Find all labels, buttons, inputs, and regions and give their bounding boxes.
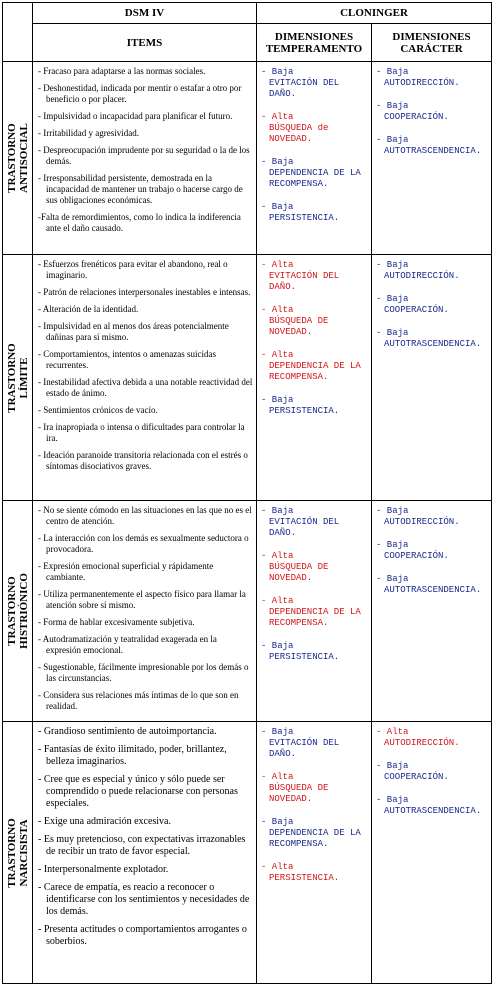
dimension-entry: [376, 328, 489, 350]
criterion-item: - Ideación paranoide transitoria relacionada con el estrés o síntomas disociativos graves.: [38, 450, 248, 471]
criterion-item: - Exige una admiración excesiva.: [38, 816, 171, 827]
dimension-entry: [261, 157, 369, 190]
dimension-level: - Alta: [261, 862, 294, 872]
dimension-name: EVITACIÓN DEL DAÑO.: [269, 738, 340, 759]
temperament-cell: [257, 501, 372, 722]
temperament-cell: [257, 62, 372, 255]
disorder-label-cell: [3, 255, 33, 501]
dimension-entry: [261, 202, 369, 224]
disorder-row: [3, 255, 492, 501]
criterion-item: - Irritabilidad y agresividad.: [38, 128, 139, 138]
disorder-label-cell: [3, 62, 33, 255]
dimension-entry: [376, 101, 489, 123]
dimension-entry: [261, 67, 369, 100]
dimension-level: - Alta: [261, 772, 294, 782]
dimension-entry: [376, 506, 489, 528]
dimension-entry: [376, 727, 489, 749]
dimension-name: AUTODIRECCIÓN.: [384, 78, 460, 88]
disorder-row: [3, 722, 492, 984]
criteria-list: [33, 501, 256, 720]
disorder-label-line2: LÍMITE: [17, 357, 30, 398]
dimension-name: DEPENDENCIA DE LA RECOMPENSA.: [269, 828, 361, 849]
disorder-label-cell: [3, 501, 33, 722]
dsm-items-cell: [33, 501, 257, 722]
dsm-items-cell: [33, 722, 257, 984]
dimension-name: AUTOTRASCENDENCIA.: [384, 585, 482, 595]
dimension-name: AUTOTRASCENDENCIA.: [384, 339, 482, 349]
items-header: ITEMS: [33, 24, 257, 62]
dimension-level: - Baja: [376, 574, 409, 584]
criterion-item: - Sugestionable, fácilmente impresionable por los demás o las circunstancias.: [38, 662, 249, 683]
criterion-item: - Cree que es especial y único y sólo puede ser comprendido o puede relacionarse con personas especiales.: [38, 774, 238, 809]
dimension-name: PERSISTENCIA.: [269, 652, 340, 662]
dimension-level: - Alta: [261, 305, 294, 315]
cloninger-header: CLONINGER: [257, 3, 492, 24]
character-cell: [372, 722, 492, 984]
criterion-item: - Despreocupación imprudente por su seguridad o la de los demás.: [38, 145, 250, 166]
dimension-entry: [261, 305, 369, 338]
disorder-label-cell: [3, 722, 33, 984]
dimension-level: - Baja: [261, 727, 294, 737]
dimension-entry: [261, 112, 369, 145]
criterion-item: - Patrón de relaciones interpersonales inestables e intensas.: [38, 287, 251, 297]
dimension-name: BÚSQUEDA DE NOVEDAD.: [269, 783, 329, 804]
dimension-level: - Baja: [261, 395, 294, 405]
character-cell: [372, 62, 492, 255]
criteria-list: [33, 722, 256, 956]
dimension-level: - Alta: [376, 727, 409, 737]
dimension-name: COOPERACIÓN.: [384, 772, 449, 782]
dimension-level: - Baja: [376, 67, 409, 77]
criterion-item: -Falta de remordimientos, como lo indica la indiferencia ante el daño causado.: [38, 212, 241, 233]
dimension-level: - Baja: [376, 506, 409, 516]
dimension-entry: [261, 395, 369, 417]
dimension-entry: [261, 772, 369, 805]
dimension-name: EVITACIÓN DEL DAÑO.: [269, 517, 340, 538]
disorder-label-line1: TRASTORNO: [5, 817, 18, 888]
dimension-entry: [376, 294, 489, 316]
criterion-item: - Utiliza permanentemente el aspecto físico para llamar la atención sobre sí mismo.: [38, 589, 246, 610]
dimension-name: DEPENDENCIA DE LA RECOMPENSA.: [269, 361, 361, 382]
dimension-level: - Alta: [261, 112, 294, 122]
dimension-level: - Baja: [376, 294, 409, 304]
dimension-level: - Baja: [261, 67, 294, 77]
criterion-item: - Presenta actitudes o comportamientos arrogantes o soberbios.: [38, 924, 247, 947]
criterion-item: - Autodramatización y teatralidad exagerada en la expresión emocional.: [38, 634, 217, 655]
criterion-item: - Grandioso sentimiento de autoimportancia.: [38, 726, 217, 737]
dsm-items-cell: [33, 62, 257, 255]
criterion-item: - Expresión emocional superficial y rápidamente cambiante.: [38, 561, 214, 582]
dimension-entry: [376, 795, 489, 817]
dimension-name: EVITACIÓN DEL DAÑO.: [269, 78, 340, 99]
criterion-item: - Sentimientos crónicos de vacío.: [38, 405, 158, 415]
disorder-label: [6, 343, 30, 412]
criterion-item: - Inestabilidad afectiva debida a una notable reactividad del estado de ánimo.: [38, 377, 253, 398]
dimension-level: - Baja: [261, 817, 294, 827]
dimension-entry: [261, 350, 369, 383]
dimension-level: - Alta: [261, 551, 294, 561]
criterion-item: - Impulsividad o incapacidad para planificar el futuro.: [38, 111, 233, 121]
disorder-row: [3, 501, 492, 722]
dimension-entry: [376, 260, 489, 282]
criterion-item: - Ira inapropiada o intensa o dificultades para controlar la ira.: [38, 422, 245, 443]
dsm-cloninger-table: [2, 2, 492, 984]
dimension-level: - Baja: [261, 641, 294, 651]
criterion-item: - Comportamientos, intentos o amenazas suicidas recurrentes.: [38, 349, 216, 370]
criterion-item: - Considera sus relaciones más íntimas de lo que son en realidad.: [38, 690, 239, 711]
dimension-level: - Baja: [376, 135, 409, 145]
dimension-entry: [261, 817, 369, 850]
dimension-name: COOPERACIÓN.: [384, 112, 449, 122]
criteria-list: [33, 62, 256, 242]
disorder-label: [6, 818, 30, 887]
dimension-level: - Alta: [261, 350, 294, 360]
criterion-item: - Carece de empatía, es reacio a reconocer o identificarse con los sentimientos y necesidades de los demás.: [38, 882, 250, 917]
dimension-level: - Baja: [261, 506, 294, 516]
criterion-item: - Irresponsabilidad persistente, demostrada en la incapacidad de mantener un trabajo o hacerse cargo de sus obligaciones económicas.: [38, 173, 243, 205]
criterion-item: - Fracaso para adaptarse a las normas sociales.: [38, 66, 206, 76]
temperament-header: DIMENSIONES TEMPERAMENTO: [257, 24, 372, 62]
dimension-entry: [261, 260, 369, 293]
criterion-item: - Interpersonalmente explotador.: [38, 864, 169, 875]
dimension-name: AUTODIRECCIÓN.: [384, 271, 460, 281]
dimension-name: BÚSQUEDA DE NOVEDAD.: [269, 316, 329, 337]
dimension-level: - Baja: [376, 101, 409, 111]
dimension-name: BÚSQUEDA de NOVEDAD.: [269, 123, 329, 144]
dimension-entry: [261, 551, 369, 584]
temperament-cell: [257, 722, 372, 984]
criterion-item: - Es muy pretencioso, con expectativas irrazonables de recibir un trato de favor especial.: [38, 834, 246, 857]
dimension-name: PERSISTENCIA.: [269, 873, 340, 883]
character-cell: [372, 255, 492, 501]
disorder-label-line2: ANTISOCIAL: [17, 123, 30, 193]
criterion-item: - Fantasías de éxito ilimitado, poder, brillantez, belleza imaginarios.: [38, 744, 227, 767]
criterion-item: - Esfuerzos frenéticos para evitar el abandono, real o imaginario.: [38, 259, 228, 280]
disorder-label-line1: TRASTORNO: [5, 123, 18, 193]
dimension-name: EVITACIÓN DEL DAÑO.: [269, 271, 340, 292]
dimension-name: AUTOTRASCENDENCIA.: [384, 806, 482, 816]
dsm-header: DSM IV: [33, 3, 257, 24]
dimension-entry: [376, 540, 489, 562]
dimension-entry: [261, 506, 369, 539]
disorder-label-line2: NARCISISTA: [17, 818, 30, 887]
dimension-entry: [261, 596, 369, 629]
corner-cell: [3, 3, 33, 62]
dimension-name: BÚSQUEDA DE NOVEDAD.: [269, 562, 329, 583]
dimension-level: - Baja: [376, 328, 409, 338]
dimension-entry: [376, 135, 489, 157]
dimension-entry: [261, 862, 369, 884]
dimension-level: - Alta: [261, 596, 294, 606]
dimension-level: - Baja: [376, 795, 409, 805]
dimension-level: - Alta: [261, 260, 294, 270]
criterion-item: - Alteración de la identidad.: [38, 304, 139, 314]
dimension-name: AUTOTRASCENDENCIA.: [384, 146, 482, 156]
dimension-name: COOPERACIÓN.: [384, 305, 449, 315]
criterion-item: - Impulsividad en al menos dos áreas potencialmente dañinas para sí mismo.: [38, 321, 229, 342]
dimension-level: - Baja: [261, 157, 294, 167]
character-cell: [372, 501, 492, 722]
temperament-cell: [257, 255, 372, 501]
dimension-name: PERSISTENCIA.: [269, 213, 340, 223]
criterion-item: - Forma de hablar excesivamente subjetiva.: [38, 617, 195, 627]
dimension-name: DEPENDENCIA DE LA RECOMPENSA.: [269, 607, 361, 628]
criteria-list: [33, 255, 256, 480]
dimension-entry: [376, 574, 489, 596]
dimension-entry: [261, 641, 369, 663]
dimension-level: - Baja: [376, 761, 409, 771]
dimension-name: AUTODIRECCIÓN.: [384, 738, 460, 748]
dimension-level: - Baja: [376, 540, 409, 550]
disorder-label-line1: TRASTORNO: [5, 576, 18, 646]
dimension-entry: [376, 761, 489, 783]
disorder-label: [6, 573, 30, 649]
dsm-items-cell: [33, 255, 257, 501]
disorder-label-line1: TRASTORNO: [5, 342, 18, 413]
disorder-row: [3, 62, 492, 255]
criterion-item: - No se siente cómodo en las situaciones en las que no es el centro de atención.: [38, 505, 252, 526]
dimension-entry: [261, 727, 369, 760]
dimension-name: DEPENDENCIA DE LA RECOMPENSA.: [269, 168, 361, 189]
disorder-label-line2: HISTRIÓNICO: [17, 573, 30, 649]
criterion-item: - Deshonestidad, indicada por mentir o estafar a otro por beneficio o por placer.: [38, 83, 242, 104]
dimension-level: - Baja: [376, 260, 409, 270]
dimension-name: COOPERACIÓN.: [384, 551, 449, 561]
dimension-name: PERSISTENCIA.: [269, 406, 340, 416]
disorder-label: [6, 123, 30, 193]
dimension-level: - Baja: [261, 202, 294, 212]
dimension-entry: [376, 67, 489, 89]
character-header: DIMENSIONES CARÁCTER: [372, 24, 492, 62]
dimension-name: AUTODIRECCIÓN.: [384, 517, 460, 527]
criterion-item: - La interacción con los demás es sexualmente seductora o provocadora.: [38, 533, 249, 554]
